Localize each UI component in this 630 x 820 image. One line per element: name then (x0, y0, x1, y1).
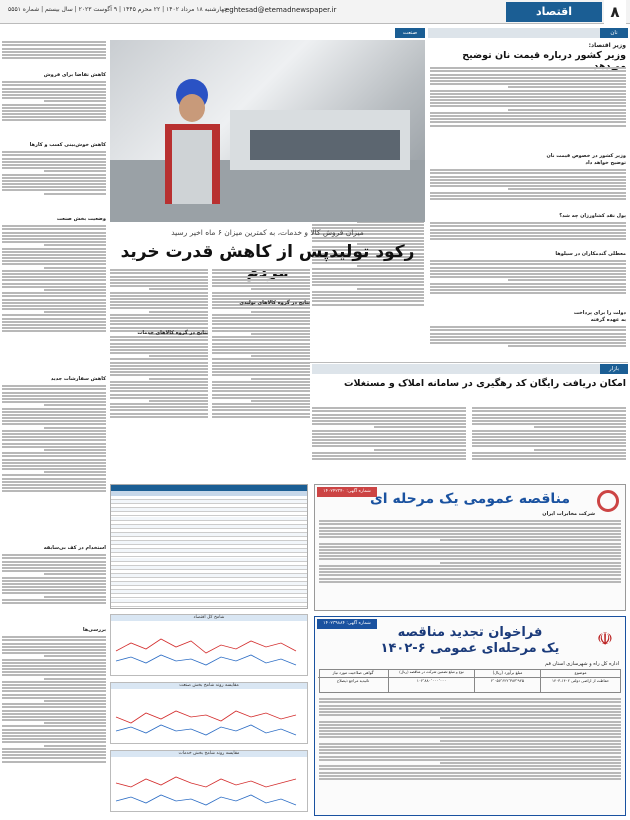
right-body-5 (430, 325, 626, 359)
divider (310, 362, 628, 363)
left-body-4 (2, 224, 106, 374)
bottom-headline: امکان دریافت رایگان کد رهگیری در سامانه املاک و مستغلات (343, 378, 626, 389)
left-body-7 (2, 635, 106, 815)
left-body-6 (2, 553, 106, 625)
right-subhead-2: توضیح خواهد داد (585, 160, 626, 166)
factory-photo (110, 40, 425, 222)
ad2-org: اداره کل راه و شهرسازی استان قم (545, 661, 619, 667)
feature-headline: رکود تولیدپس از کاهش قدرت خرید (120, 242, 415, 262)
section-label: اقتصاد (506, 2, 602, 22)
chart-services: مقایسه روند شامخ بخش خدمات (110, 750, 308, 812)
left-body-1 (2, 40, 106, 70)
chart-economy-lines (111, 621, 309, 677)
right-subhead-6: به عهده گرفته (590, 317, 626, 323)
chart-industry: مقایسه روند شامخ بخش صنعت (110, 682, 308, 744)
right-subhead-4: معطلی گندمکاران در سیلوها (555, 251, 626, 257)
site-email[interactable]: eghtesad@etemadnewspaper.ir (225, 6, 337, 14)
ad1-title: مناقصه عمومی یک مرحله ای (369, 491, 571, 507)
right-body-2 (430, 168, 626, 212)
left-subhead-6: بررسی‌ها (82, 627, 106, 633)
feature-deck: میزان فروش کالا و خدمات، به کمترین میزان ۶ ماه اخیر رسید (171, 228, 364, 237)
ad2-col-2: مبلغ برآورد (ریال) (474, 670, 540, 678)
issue-info: چهارشنبه ۱۸ مرداد ۱۴۰۲ | ۲۲ محرم ۱۴۴۵ | ۹ آگوست ۲۰۲۳ | سال بیستم | شماره ۵۵۵۱ (8, 6, 228, 13)
left-subhead-1: کاهش تقاضا برای فروش (43, 72, 106, 78)
left-subhead-2: کاهش خوش‌بینی کسب و کارها (29, 142, 106, 148)
feature-body-1 (110, 268, 208, 476)
chart-economy: شامخ کل اقتصاد (110, 614, 308, 676)
ad-tender-2 (314, 616, 626, 816)
right-headline: وزیر کشور درباره قیمت نان توضیح (462, 50, 626, 61)
left-subhead-5: استخدام در کف بی‌سابقه (43, 545, 106, 551)
bottom-body-left (312, 406, 466, 484)
ad1-label: شماره آگهی: ۱۴۰۲۴۲۳۴۰ (317, 487, 377, 497)
right-tag: نان (600, 28, 628, 38)
right-subhead-1: وزیر کشور در خصوص قیمت نان (546, 153, 626, 159)
bottom-tag-bar (312, 364, 628, 374)
left-body-3 (2, 150, 106, 214)
right-body-4 (430, 259, 626, 309)
left-subhead-4: کاهش سفارشات جدید (50, 376, 106, 382)
left-body-5 (2, 384, 106, 534)
table-row (111, 603, 307, 607)
ad2-col-4: گواهی صلاحیت مورد نیاز (318, 670, 388, 678)
feature-label: صنعت (395, 28, 425, 38)
shamekh-table (110, 484, 308, 609)
ad-tender-1 (314, 484, 626, 611)
feature-subhead-2: نتایج در گروه کالاهای خدمات (137, 330, 208, 336)
ad2-col-1: موضوع (540, 670, 620, 678)
right-body-1 (430, 66, 626, 152)
left-body-2 (2, 80, 106, 140)
chart-services-lines (111, 757, 309, 813)
ad2-table (319, 669, 621, 693)
left-subhead-3: وضعیت بخش صنعت (56, 216, 106, 222)
bottom-body-right (472, 406, 626, 484)
ad2-cell-3: ۱۰۲٬۸۸۰٬۰۰۰٬۰۰۰ (388, 678, 474, 692)
ad1-logo-icon (597, 490, 619, 512)
right-body-3 (430, 221, 626, 249)
ad1-body (319, 519, 621, 607)
right-subhead-3: پول نقد کشاورزان چه شد؟ (559, 213, 626, 219)
ad1-org: شرکت مخابرات ایران (542, 511, 595, 517)
chart-industry-lines (111, 689, 309, 745)
ad2-body (319, 697, 621, 812)
ad2-col-3: نوع و مبلغ تضمین شرکت در مناقصه (ریال) (388, 670, 474, 678)
right-tag-bar (428, 28, 628, 38)
bottom-tag: بازار (600, 364, 628, 374)
feature-subhead-1: نتایج در گروه کالاهای تولیدی (239, 300, 310, 306)
page-header (0, 0, 630, 24)
ad2-title-1: فراخوان تجدید مناقصه (397, 625, 543, 640)
ad2-cell-1: حفاظت از اراضی دولتی ۱۴۰۲-۱۴۰۳ (540, 678, 620, 692)
ad2-title-2: یک مرحله‌ای عمومی ۶-۱۴۰۲ (380, 641, 560, 656)
ad2-cell-4: تائید‌یه مراجع ذیصلاح (336, 678, 370, 683)
right-subhead-5: دولت را برای پرداخت (573, 310, 626, 316)
page-number: ۸ (604, 0, 626, 24)
ad2-label: شماره آگهی: ۱۴۰۲۳۹۸۸۴ (317, 619, 377, 629)
iran-emblem-icon: ☫ (596, 629, 614, 650)
ad2-cell-2: ۲٬۰۵۷٬۶۲۲٬۳۸۳٬۹۲۵ (474, 678, 540, 692)
right-kicker: وزیر اقتصاد: (588, 42, 626, 49)
factory-photo-illustration (110, 40, 425, 222)
